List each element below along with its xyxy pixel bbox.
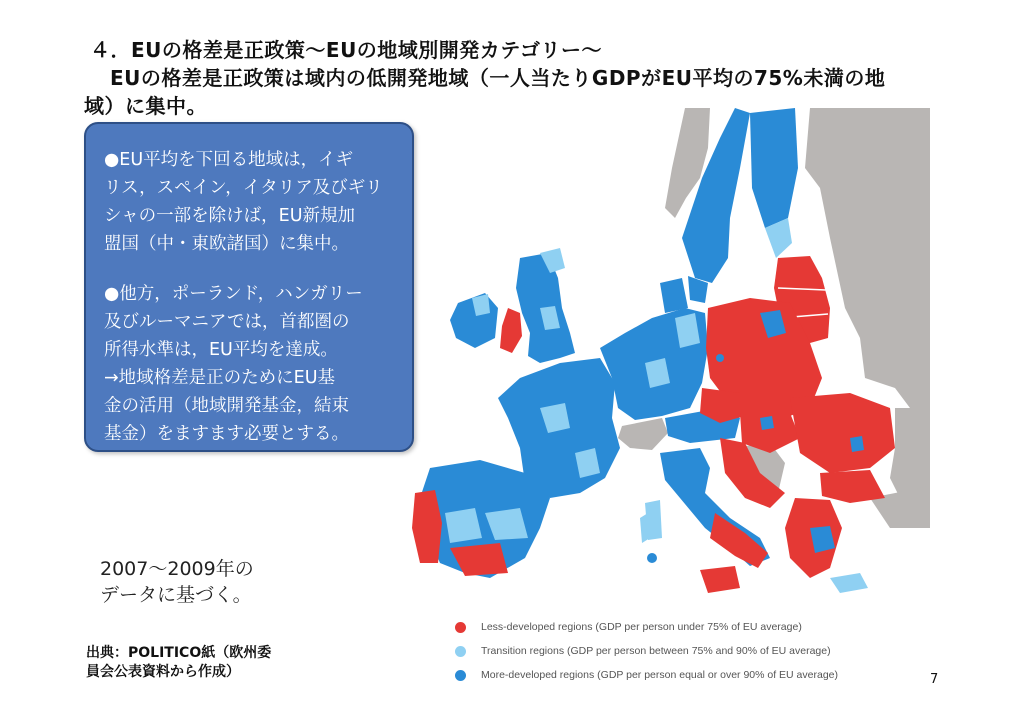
callout-line: 基金）をますます必要とする。 <box>104 424 349 444</box>
legend-label: More-developed regions (GDP per person equal or over 90% of EU average) <box>481 669 838 681</box>
data-period-note <box>100 556 254 608</box>
info-callout-box <box>84 122 414 452</box>
eu-regions-map <box>390 108 930 608</box>
callout-line: 及びルーマニアでは，首都圏の <box>104 312 350 332</box>
callout-line: ●他方，ポーランド，ハンガリー <box>104 284 363 304</box>
callout-paragraph-2 <box>104 280 396 448</box>
callout-line: 盟国（中・東欧諸国）に集中。 <box>104 234 349 254</box>
source-line: 出典：POLITICO紙（欧州委 <box>86 645 272 661</box>
page-number: 7 <box>930 672 939 687</box>
legend-label: Less-developed regions (GDP per person under 75% of EU average) <box>481 621 802 633</box>
callout-line: ●EU平均を下回る地域は，イギ <box>104 150 354 170</box>
note-line: データに基づく。 <box>100 584 252 606</box>
callout-line: →地域格差是正のためにEU基 <box>104 368 336 388</box>
callout-line: リス，スペイン，イタリア及びギリ <box>104 178 383 198</box>
legend-label: Transition regions (GDP per person between 75% and 90% of EU average) <box>481 645 831 657</box>
legend-swatch <box>455 670 466 681</box>
slide-subtitle-line1: EUの格差是正政策は域内の低開発地域（一人当たりGDPがEU平均の75%未満の地 <box>110 66 886 90</box>
callout-line: 所得水準は，EU平均を達成。 <box>104 340 338 360</box>
slide-subtitle-line2: 域）に集中。 <box>84 94 207 118</box>
legend-swatch <box>455 622 466 633</box>
callout-line: 金の活用（地域開発基金，結束 <box>104 396 349 416</box>
callout-paragraph-1 <box>104 146 396 258</box>
slide-title: ４．EUの格差是正政策～EUの地域別開発カテゴリー～ <box>90 38 603 62</box>
callout-line: シャの一部を除けば，EU新規加 <box>104 206 356 226</box>
source-line: 員会公表資料から作成） <box>86 664 240 680</box>
source-citation <box>86 644 271 682</box>
note-line: 2007～2009年の <box>100 558 254 580</box>
legend-swatch <box>455 646 466 657</box>
